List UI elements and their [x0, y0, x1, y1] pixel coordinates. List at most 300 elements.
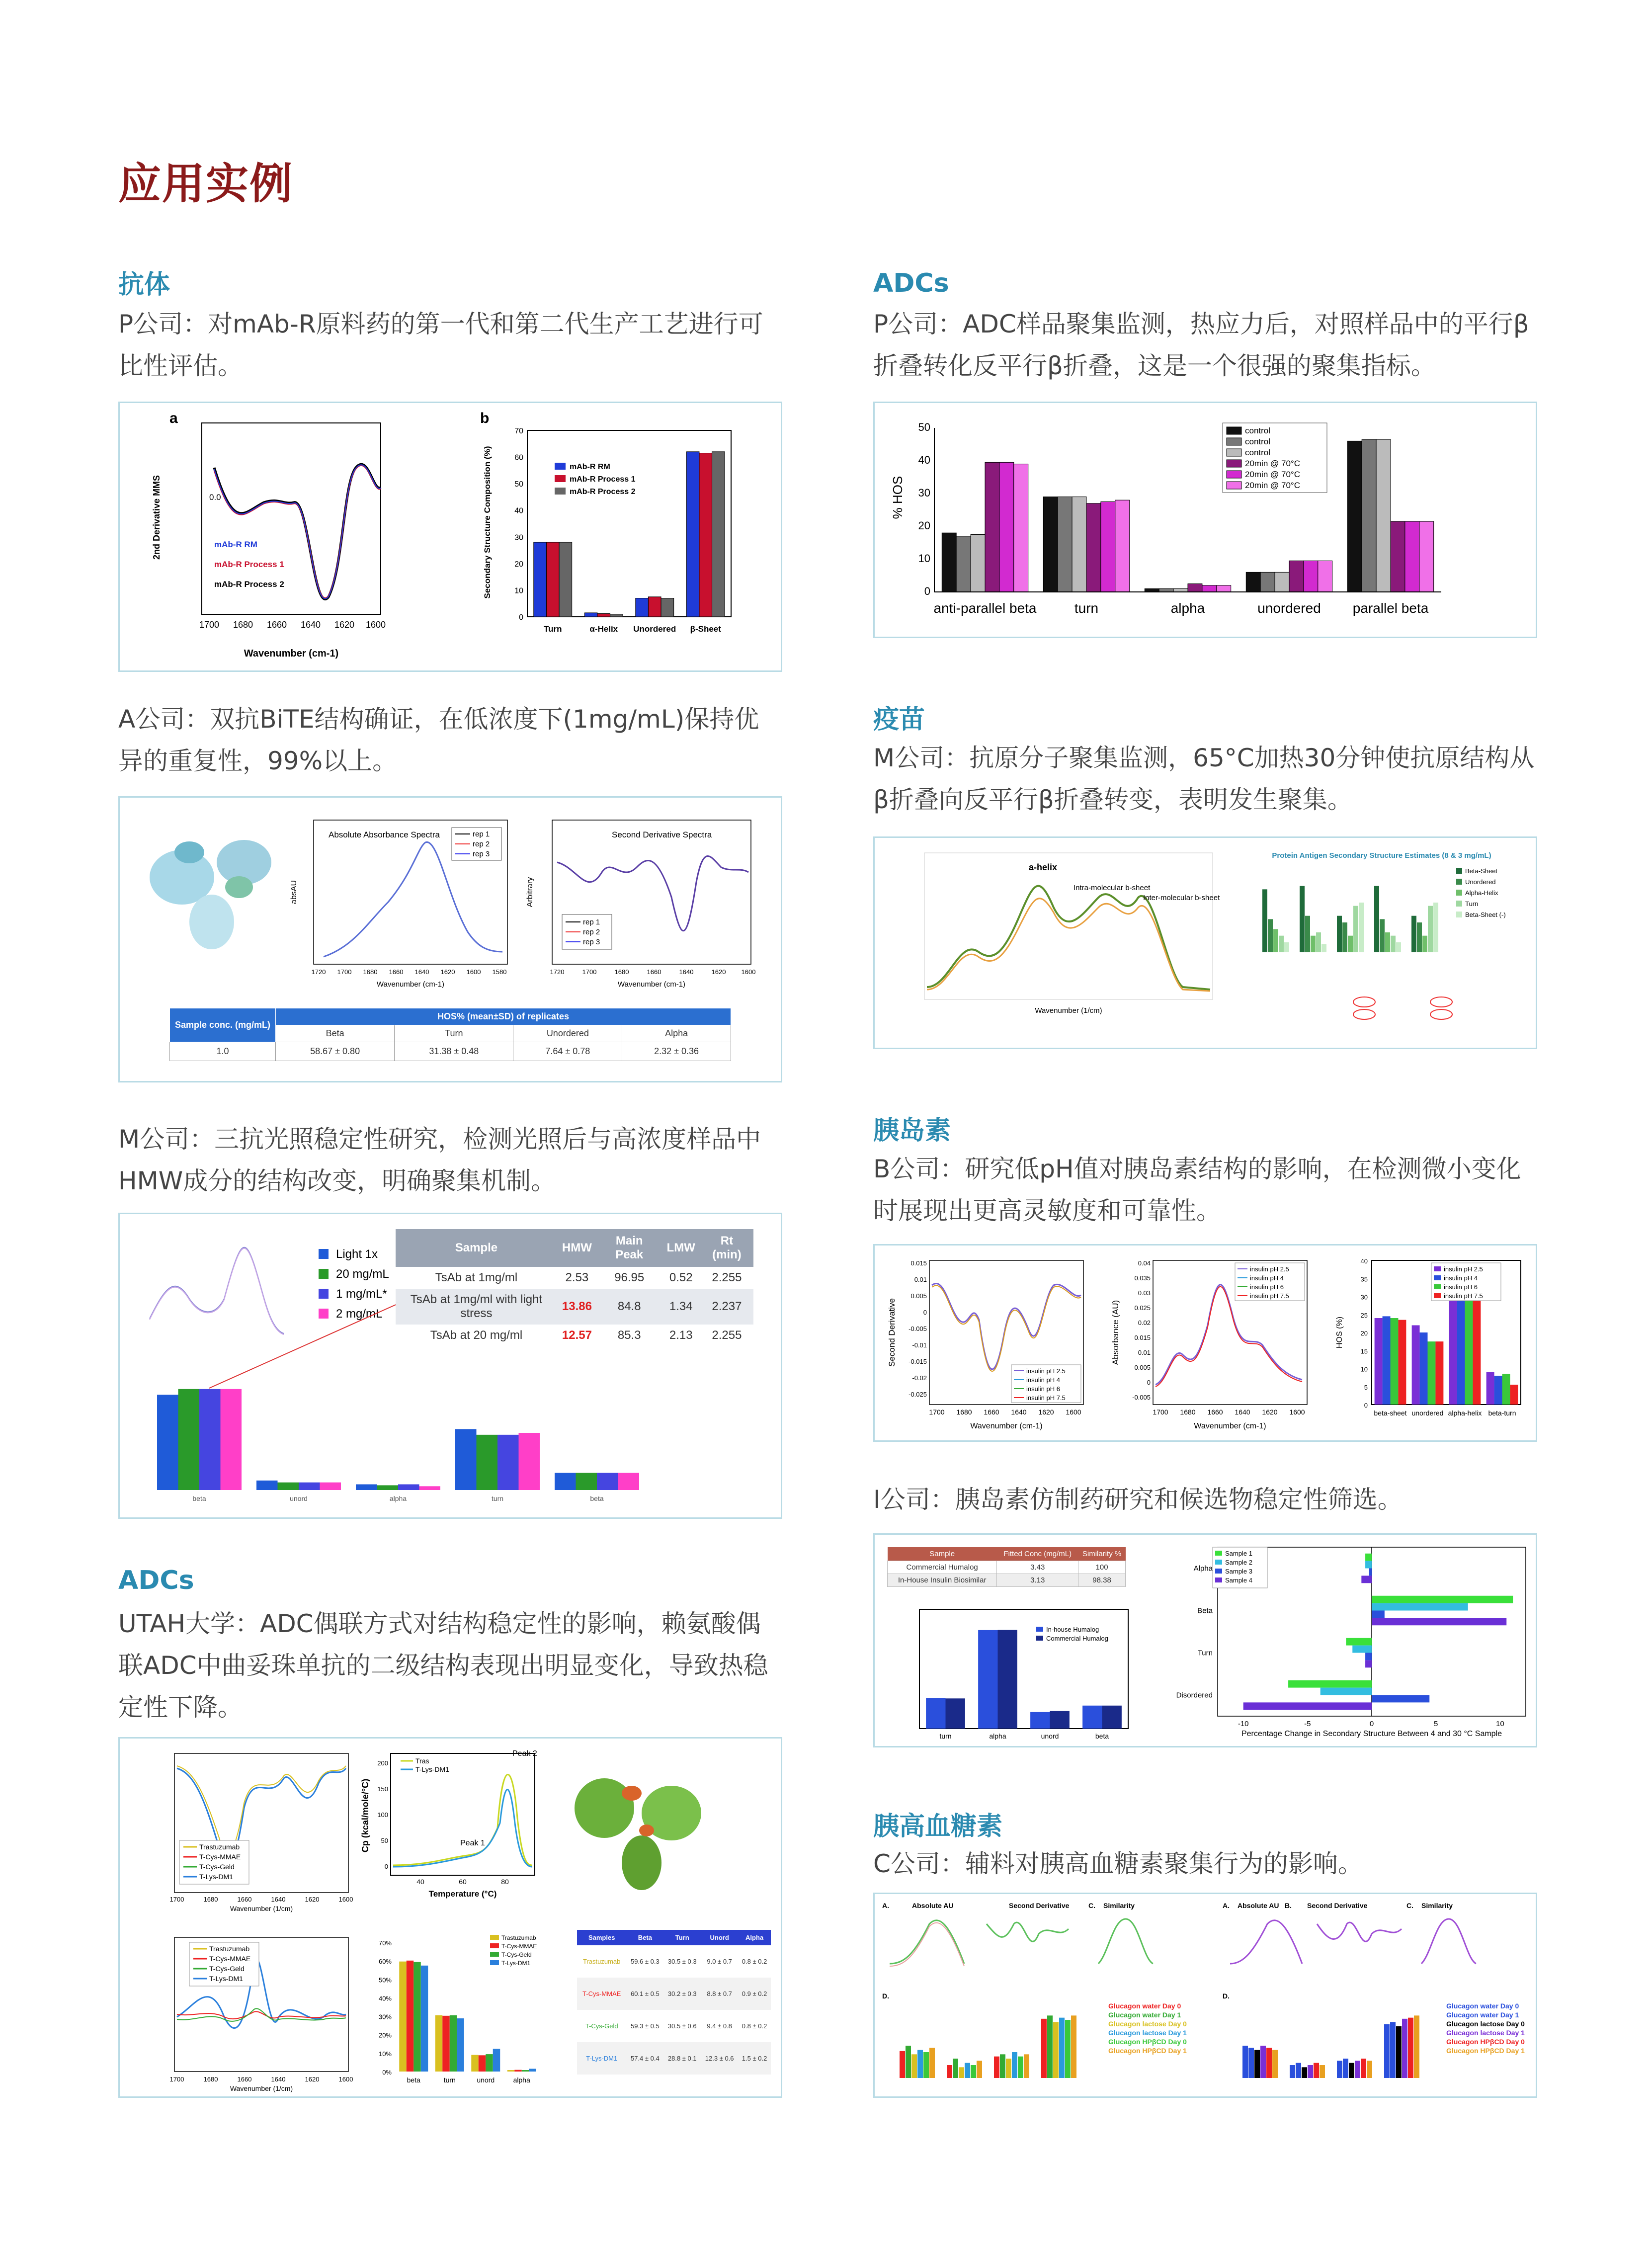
y-tick: 10% [378, 2050, 392, 2058]
y-tick: 0% [382, 2069, 392, 2076]
gluc-legend-r: Glucagon lactose Day 1 [1446, 2029, 1525, 2037]
category-label: beta-sheet [1374, 1409, 1407, 1417]
insulin-b-charts [875, 1246, 1536, 1440]
table-cell: Commercial Humalog [888, 1561, 997, 1574]
panel-a-xtick: 1640 [300, 620, 321, 630]
category-label: unord [1041, 1732, 1059, 1740]
table-cell: T-Lys-DM1 [586, 2055, 618, 2062]
hbar-turn-0 [1346, 1638, 1372, 1646]
th-hos: HOS% (mean±SD) of replicates [276, 1008, 731, 1025]
gluc-panel: Absolute AU [912, 1902, 954, 1910]
panel-b-legend-1: mAb-R RM [570, 463, 610, 471]
y-tick: 60% [378, 1958, 392, 1966]
bar-unord-0 [471, 2055, 479, 2072]
legend-label: control [1245, 448, 1271, 457]
figure-tsab [118, 1213, 782, 1519]
table-cell: TsAb at 1mg/ml [435, 1271, 518, 1284]
insulin-deriv-ytick: -0.015 [909, 1358, 927, 1365]
vaccine-annot-2: Intra-molecular b-sheet [1074, 884, 1151, 892]
figure-insulin-i [873, 1533, 1537, 1747]
section-heading-adcs-left: ADCs [118, 1566, 194, 1595]
insulin-abs-ytick: 0.015 [1134, 1334, 1151, 1341]
glucagon-bar [965, 2063, 970, 2078]
abs-legend-1: rep 1 [473, 830, 490, 838]
figure-adc-p [873, 402, 1537, 638]
panel-a-legend-3: mAb-R Process 2 [214, 580, 284, 589]
bar-turn-1 [946, 1698, 965, 1729]
glucagon-bar [1266, 2048, 1272, 2078]
bar-unord-2 [486, 2054, 493, 2072]
gluc-letter: D. [882, 1992, 889, 2000]
ftir-legend: T-Cys-Geld [199, 1863, 235, 1871]
insulin-hos-ylabel: HOS (%) [1335, 1317, 1344, 1348]
category-label: parallel beta [1352, 600, 1429, 616]
bar-alpha-2 [398, 1485, 419, 1491]
y-tick: 70% [378, 1939, 392, 1947]
gluc-letter: A. [882, 1902, 889, 1910]
gluc-legend-r: Glucagon HPβCD Day 1 [1446, 2047, 1525, 2055]
bar-alpha-1 [514, 2070, 522, 2072]
vaccine-bar [1359, 903, 1364, 952]
vaccine-title-right: Protein Antigen Secondary Structure Estimates (8 & 3 mg/mL) [1272, 851, 1491, 860]
bar-alpha-helix-1 [1457, 1293, 1465, 1405]
hbar-turn-1 [1352, 1646, 1372, 1653]
y-tick: 5 [1364, 1383, 1368, 1391]
bar-unordered-2 [1275, 572, 1289, 592]
bar-unord-0 [1030, 1712, 1050, 1729]
table-cell: 28.8 ± 0.1 [667, 2055, 697, 2062]
glucagon-bar [1296, 2063, 1301, 2078]
bar-beta-sheet-2 [1391, 1318, 1399, 1405]
y-tick: 50% [378, 1976, 392, 1984]
table-cell: 60.1 ± 0.5 [630, 1990, 660, 1997]
glucagon-bar [1047, 2015, 1053, 2078]
panel-b-legend-2: mAb-R Process 1 [570, 475, 636, 484]
bar-anti-parallel-beta-4 [999, 462, 1014, 592]
bar-beta-1 [1102, 1706, 1122, 1729]
vaccine-legend: Unordered [1465, 878, 1496, 886]
bar-parallel-beta-1 [1362, 439, 1376, 592]
glucagon-charts [875, 1894, 1536, 2096]
bar-turn-0 [534, 542, 547, 617]
bar-unord-1 [479, 2055, 486, 2072]
gluc-legend-l: Glucagon water Day 1 [1108, 2011, 1181, 2019]
glucagon-bar [971, 2065, 976, 2078]
hbar-xtick: -10 [1238, 1720, 1249, 1728]
category-label: alpha [389, 1495, 407, 1502]
glucagon-bar [1248, 2048, 1254, 2078]
category-label: alpha [1170, 600, 1205, 616]
bar-parallel-beta-3 [1391, 521, 1405, 592]
bar-unord-1 [1050, 1711, 1070, 1729]
hbar-legend: Sample 2 [1225, 1559, 1252, 1566]
bar-beta-0 [157, 1395, 178, 1490]
category-label: alpha [989, 1732, 1006, 1740]
th: Similarity % [1082, 1550, 1122, 1558]
bar--helix-0 [584, 613, 597, 617]
dsc-peak-2: Peak 2 [512, 1749, 537, 1758]
table-cell: 2.53 [565, 1271, 589, 1284]
th: Fitted Conc (mg/mL) [1003, 1550, 1072, 1558]
hbar-xtick: 10 [1495, 1720, 1504, 1728]
insulin-b-text: B公司：研究低pH值对胰岛素结构的影响，在检测微小变化时展现出更高灵敏度和可靠性。 [873, 1155, 1521, 1225]
bar-alpha-5 [1217, 585, 1231, 592]
y-tick: 0 [519, 613, 523, 622]
figure-mab-r [118, 402, 782, 672]
gluc-letter-r: D. [1223, 1992, 1230, 2000]
bar-beta-0 [1082, 1706, 1102, 1729]
category-label: β-Sheet [690, 624, 721, 634]
utah-legend: Trastuzumab [501, 1934, 536, 1941]
figure-vaccine [873, 836, 1537, 1049]
glucagon-bar [994, 2057, 999, 2078]
table-cell: 0.8 ± 0.2 [742, 1958, 767, 1965]
section-heading-adcs-right: ADCs [873, 268, 949, 298]
th-alpha: Alpha [622, 1025, 731, 1042]
bar-unordered-1 [648, 597, 661, 617]
dsc-ytick: 0 [384, 1863, 388, 1870]
y-tick: 30 [1360, 1293, 1368, 1301]
hbar-beta-1 [1372, 1603, 1468, 1611]
deriv-legend-1: rep 1 [583, 918, 600, 926]
y-tick: 0 [924, 585, 930, 597]
bar--helix-2 [610, 614, 623, 617]
dsc-legend-2: T-Lys-DM1 [415, 1765, 449, 1773]
glucagon-bar [1343, 2059, 1348, 2078]
vaccine-bar [1322, 944, 1326, 952]
th-beta: Beta [276, 1025, 395, 1042]
abs-ylabel: absAU [290, 880, 298, 905]
dsc-ytick: 100 [377, 1811, 388, 1819]
bar--sheet-2 [712, 452, 725, 617]
utah-legend: T-Cys-Geld [501, 1951, 532, 1958]
protein-structure-image [150, 840, 271, 949]
table-cell: 98.38 [1078, 1574, 1126, 1587]
gluc-letter-r: A. [1223, 1902, 1230, 1910]
hbar-category: Turn [1197, 1649, 1213, 1658]
deriv-xtick: 1600 [741, 968, 756, 976]
figure-bite [118, 796, 782, 1082]
bar-beta-1 [178, 1389, 200, 1490]
table-cell: 30.2 ± 0.3 [667, 1990, 697, 1997]
insulin-xtick: 1660 [984, 1408, 999, 1416]
th: Turn [675, 1934, 689, 1941]
table-cell: 30.5 ± 0.3 [667, 1958, 697, 1965]
insulin-deriv-ytick: -0.025 [909, 1391, 927, 1398]
panel-a-xtick: 1680 [233, 620, 253, 630]
hbar-disordered-2 [1372, 1695, 1429, 1703]
y-tick: 20 [514, 560, 523, 569]
insulin-abs-xtick: 1680 [1180, 1408, 1196, 1416]
insulin-abs-ytick: 0.01 [1138, 1349, 1151, 1356]
ftir2-xtick: 1640 [271, 2076, 286, 2083]
legend-swatch [1227, 471, 1241, 478]
panel-a-ytick: 0.0 [209, 493, 221, 502]
table-cell: 9.4 ± 0.8 [707, 2022, 732, 2030]
th-lmw: LMW [666, 1241, 695, 1254]
glucagon-bar [977, 2061, 982, 2078]
vaccine-legend: Beta-Sheet [1465, 867, 1498, 875]
bar-turn-2 [450, 2015, 457, 2072]
insulin-abs-legend: insulin pH 2.5 [1250, 1265, 1289, 1273]
insulin-legend: insulin pH 6 [1026, 1385, 1060, 1393]
panel-a-xtick: 1600 [365, 620, 386, 630]
dsc-legend-1: Tras [415, 1757, 429, 1765]
insulin-abs-ytick: 0.035 [1134, 1274, 1151, 1282]
vaccine-bar [1380, 919, 1385, 952]
bar-alpha-1 [998, 1630, 1017, 1729]
category-label: beta [590, 1495, 604, 1502]
vaccine-bar [1396, 942, 1401, 952]
adc-utah-text: UTAH大学：ADC偶联方式对结构稳定性的影响，赖氨酸偶联ADC中曲妥珠单抗的二级结构表现出明显变化，导致热稳定性下降。 [118, 1609, 768, 1722]
table-cell: 2.32 ± 0.36 [622, 1042, 731, 1061]
glucagon-bar [1053, 2022, 1059, 2078]
hbar-disordered-1 [1321, 1688, 1372, 1695]
insulin-abs-ytick: 0.02 [1138, 1319, 1151, 1327]
hbar-legend: Sample 3 [1225, 1568, 1252, 1575]
vaccine-bar [1279, 936, 1284, 952]
th-main-peak: Main Peak [615, 1234, 644, 1261]
glucagon-bar [1408, 2018, 1413, 2078]
bar-turn-0 [1043, 497, 1058, 592]
insulin-xtick: 1600 [1066, 1408, 1081, 1416]
bar-unord-3 [320, 1483, 341, 1490]
panel-b-legend-swatch-1 [555, 463, 566, 470]
insulin-abs-xtick: 1640 [1235, 1408, 1250, 1416]
bar-beta-sheet-0 [1375, 1318, 1383, 1405]
ftir-xtick: 1660 [237, 1896, 252, 1903]
th: Alpha [745, 1934, 764, 1941]
y-tick: 20% [378, 2031, 392, 2039]
bar-turn-1 [477, 1435, 498, 1490]
panel-a-xtick: 1700 [199, 620, 220, 630]
bar-unordered-0 [1246, 572, 1260, 592]
insulin-legend: insulin pH 2.5 [1026, 1367, 1066, 1375]
bar-beta-1 [576, 1473, 597, 1491]
bar-turn-0 [926, 1698, 945, 1729]
category-label: turn [443, 2076, 456, 2084]
insulin-deriv-ytick: -0.01 [912, 1341, 927, 1349]
insulin-abs-legend: insulin pH 6 [1250, 1283, 1284, 1291]
bar-turn-4 [1101, 502, 1115, 592]
bar-turn-2 [559, 542, 572, 617]
ftir-xlabel: Wavenumber (1/cm) [230, 1905, 293, 1912]
bar-unord-2 [299, 1483, 320, 1490]
legend-swatch [1227, 482, 1241, 489]
hbar-category: Alpha [1193, 1564, 1213, 1573]
antibody-m-text: M公司：三抗光照稳定性研究，检测光照后与高浓度样品中HMW成分的结构改变，明确聚集机制。 [118, 1125, 761, 1195]
vaccine-bar [1353, 906, 1358, 952]
vaccine-annot-3: Inter-molecular b-sheet [1143, 894, 1220, 902]
gluc-legend-l: Glucagon HPβCD Day 1 [1108, 2047, 1187, 2055]
table-cell: 7.64 ± 0.78 [513, 1042, 622, 1061]
bar-beta-turn-0 [1487, 1372, 1494, 1405]
th-hmw: HMW [562, 1241, 592, 1254]
abs-xlabel: Wavenumber (cm-1) [376, 980, 445, 989]
category-label: turn [939, 1732, 952, 1740]
bar-beta-2 [597, 1473, 618, 1491]
th: Beta [638, 1934, 652, 1941]
glucagon-bar [1000, 2054, 1005, 2078]
bar-beta-turn-3 [1510, 1385, 1518, 1405]
glucagon-bar [923, 2052, 929, 2078]
bar-alpha-0 [978, 1630, 997, 1729]
hbar-alpha-0 [1365, 1554, 1372, 1561]
panel-a-xlabel: Wavenumber (cm-1) [244, 648, 339, 659]
gluc-legend-r: Glucagon water Day 0 [1446, 2002, 1519, 2010]
dsc-ytick: 50 [381, 1837, 388, 1844]
hbar-turn-3 [1365, 1660, 1372, 1667]
figure-glucagon [873, 1893, 1537, 2098]
bar-unordered-1 [1420, 1332, 1428, 1405]
bar-unordered-1 [1260, 572, 1275, 592]
vaccine-bar [1422, 936, 1427, 952]
glucagon-bar [1065, 2020, 1071, 2078]
glucagon-bar [1320, 2065, 1325, 2078]
glucagon-bar [1337, 2061, 1342, 2078]
bar-beta-2 [199, 1389, 221, 1490]
legend-swatch [1227, 438, 1241, 445]
glucagon-bar [906, 2046, 911, 2078]
hbar-alpha-3 [1361, 1576, 1372, 1583]
vaccine-bar [1374, 886, 1379, 952]
table-cell: 0.8 ± 0.2 [742, 2022, 767, 2030]
category-label: beta [1095, 1732, 1109, 1740]
hbar-category: Beta [1197, 1606, 1213, 1615]
table-cell: TsAb at 20 mg/ml [430, 1329, 523, 1342]
table-cell: 1.5 ± 0.2 [742, 2055, 767, 2062]
tsab-legend-3: 1 mg/mL* [336, 1287, 387, 1301]
category-label: Turn [543, 624, 562, 634]
th-rt: Rt (min) [712, 1234, 742, 1261]
glucagon-bar [1308, 2065, 1313, 2078]
table-cell: 12.3 ± 0.6 [705, 2055, 734, 2062]
bar-beta-3 [221, 1389, 242, 1490]
table-cell: 96.95 [614, 1271, 645, 1284]
category-label: beta [192, 1495, 206, 1502]
gluc-legend-r: Glucagon HPβCD Day 0 [1446, 2038, 1525, 2046]
gluc-letter-r: B. [1285, 1902, 1292, 1910]
gluc-panel: Similarity [1103, 1902, 1135, 1910]
bar-alpha-3 [529, 2069, 536, 2072]
bar-alpha-3 [1188, 584, 1202, 592]
vaccine-annot-1: a-helix [1029, 862, 1058, 872]
hbar-alpha-1 [1365, 1561, 1372, 1569]
insulin-deriv-ytick: -0.005 [909, 1325, 927, 1332]
gluc-letter-r: C. [1406, 1902, 1413, 1910]
abs-xtick: 1700 [337, 968, 352, 976]
th-sample: Sample [455, 1241, 498, 1254]
ftir-legend: T-Lys-DM1 [199, 1873, 233, 1881]
ftir2-xtick: 1700 [169, 2076, 184, 2083]
y-tick: 15 [1360, 1347, 1368, 1355]
insulin-xtick: 1640 [1011, 1408, 1027, 1416]
vaccine-bar [1391, 936, 1396, 952]
bar-unord-0 [256, 1481, 278, 1490]
panel-a-label: a [169, 410, 178, 426]
vaccine-bar [1311, 936, 1316, 952]
y-tick: 25 [1360, 1311, 1368, 1319]
bar-alpha-0 [507, 2070, 515, 2072]
gluc-panel: Second Derivative [1009, 1902, 1070, 1910]
table-cell: 85.3 [617, 1329, 641, 1342]
deriv-xtick: 1720 [550, 968, 565, 976]
bar-beta-2 [413, 1962, 421, 2072]
glucagon-bar [1242, 2046, 1248, 2078]
hbar-xtick: 5 [1433, 1720, 1438, 1728]
th: Sample [929, 1550, 955, 1558]
hbar-xlabel: Percentage Change in Secondary Structure Between 4 and 30 °C Sample [1241, 1730, 1502, 1738]
glucagon-bar [1384, 2024, 1390, 2078]
legend-label: control [1245, 437, 1271, 446]
table-cell: 3.13 [997, 1574, 1078, 1587]
deriv-xtick: 1620 [711, 968, 726, 976]
dsc-ylabel: Cp (kcal/mole/°C) [360, 1778, 370, 1853]
vaccine-bar [1342, 922, 1347, 952]
legend-label: 20min @ 70°C [1245, 470, 1300, 479]
abs-xtick: 1600 [466, 968, 481, 976]
bar-parallel-beta-5 [1419, 521, 1434, 592]
bar--sheet-1 [699, 453, 712, 617]
gluc-legend-l: Glucagon HPβCD Day 0 [1108, 2038, 1187, 2046]
th-unordered: Unordered [513, 1025, 622, 1042]
dsc-ytick: 150 [377, 1785, 388, 1793]
deriv-xtick: 1700 [582, 968, 597, 976]
bar-turn-1 [546, 542, 559, 617]
glucagon-bar [1361, 2059, 1366, 2078]
bar-alpha-1 [377, 1485, 399, 1490]
bar-turn-3 [519, 1433, 540, 1490]
insulin-hos-legend: insulin pH 4 [1444, 1274, 1478, 1282]
antibody-p-text: P公司：对mAb-R原料药的第一代和第二代生产工艺进行可比性评估。 [118, 310, 763, 380]
insulin-xtick: 1680 [956, 1408, 972, 1416]
insi-legend: Commercial Humalog [1046, 1635, 1108, 1642]
y-tick: 35 [1360, 1275, 1368, 1283]
ftir-legend: Trastuzumab [199, 1843, 240, 1851]
table-cell: T-Cys-MMAE [582, 1990, 621, 1997]
category-label: turn [1074, 600, 1099, 616]
glucagon-bar [1302, 2067, 1307, 2078]
table-cell: 2.255 [712, 1329, 742, 1342]
legend-label: 20min @ 70°C [1245, 459, 1300, 468]
table-cell: 2.255 [712, 1271, 742, 1284]
dsc-xtick: 80 [501, 1878, 509, 1886]
vaccine-bar [1305, 916, 1310, 952]
vaccine-bar [1411, 916, 1416, 952]
section-heading-antibody: 抗体 [118, 270, 170, 300]
page-title: 应用实例 [118, 159, 293, 209]
hbar-beta-2 [1372, 1611, 1385, 1618]
hbar-disordered-3 [1243, 1702, 1372, 1710]
insulin-abs-xtick: 1660 [1207, 1408, 1223, 1416]
gluc-panel-r: Second Derivative [1307, 1902, 1368, 1910]
glucagon-bar [1006, 2059, 1011, 2078]
bar-anti-parallel-beta-5 [1014, 464, 1028, 592]
legend-swatch [1227, 427, 1241, 434]
y-tick: 20 [918, 519, 930, 532]
bar-turn-1 [1058, 497, 1072, 592]
glucagon-bar [1355, 2061, 1360, 2078]
abs-xtick: 1680 [363, 968, 378, 976]
vaccine-charts [875, 838, 1536, 1048]
dsc-xtick: 60 [459, 1878, 467, 1886]
table-cell: 100 [1078, 1561, 1126, 1574]
bar-anti-parallel-beta-3 [985, 462, 999, 592]
y-tick: 70 [514, 427, 523, 435]
bar-turn-5 [1115, 500, 1130, 592]
insulin-deriv-xlabel: Wavenumber (cm-1) [970, 1422, 1043, 1430]
glucagon-bar [1012, 2052, 1017, 2078]
